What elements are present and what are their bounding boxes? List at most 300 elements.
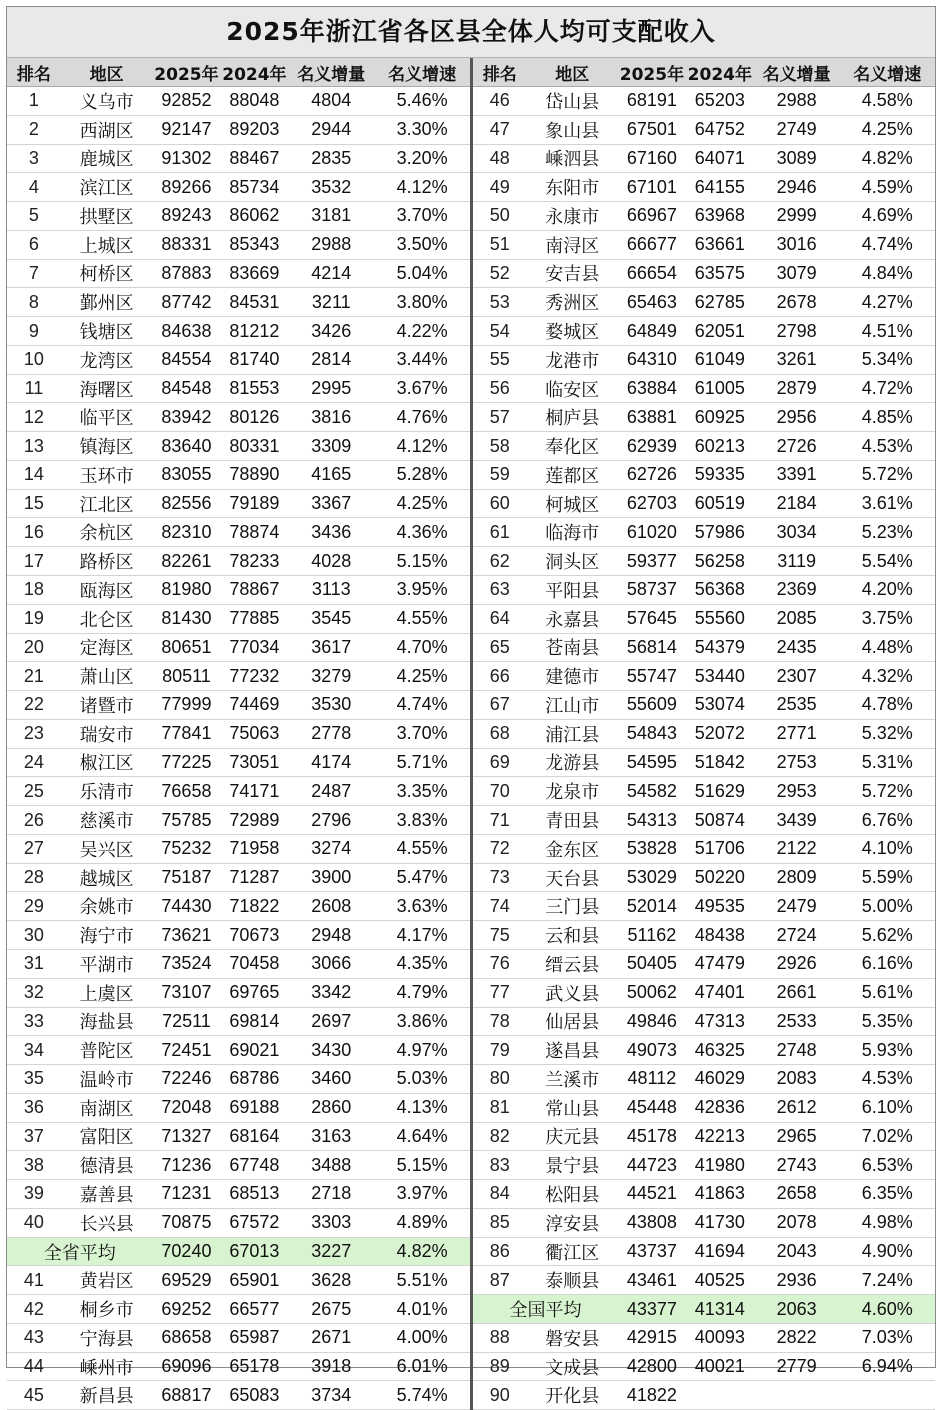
region-cell: 上城区 [61, 230, 153, 259]
income-2025-cell: 72246 [152, 1065, 220, 1094]
table-row [473, 259, 935, 288]
rank-cell: 86 [473, 1237, 527, 1266]
rate-cell: 5.32% [839, 719, 935, 748]
income-2025-cell: 82556 [152, 489, 220, 518]
income-2025-cell: 70240 [152, 1237, 220, 1266]
rank-cell: 33 [7, 1007, 61, 1036]
region-cell: 仙居县 [527, 1007, 618, 1036]
rank-cell: 34 [7, 1036, 61, 1065]
income-2025-cell: 51162 [618, 921, 686, 950]
rank-cell: 37 [7, 1122, 61, 1151]
income-2025-cell: 59377 [618, 547, 686, 576]
income-2024-cell: 69021 [220, 1036, 288, 1065]
header-2024: 2024年 [220, 58, 288, 87]
income-2024-cell: 83669 [220, 259, 288, 288]
increase-cell: 3342 [288, 978, 374, 1007]
region-cell: 西湖区 [61, 115, 153, 144]
income-2025-cell: 56814 [618, 633, 686, 662]
region-cell: 余杭区 [61, 518, 153, 547]
increase-cell: 2771 [754, 719, 840, 748]
table-row [473, 547, 935, 576]
average-label-cell: 全国平均 [473, 1295, 618, 1324]
increase-cell: 2533 [754, 1007, 840, 1036]
region-cell: 平湖市 [61, 949, 153, 978]
region-cell: 莲都区 [527, 460, 618, 489]
income-2025-cell: 49846 [618, 1007, 686, 1036]
table-row [7, 374, 470, 403]
increase-cell: 2743 [754, 1151, 840, 1180]
table-row [7, 1208, 470, 1237]
rate-cell: 3.50% [374, 230, 470, 259]
region-cell: 德清县 [61, 1151, 153, 1180]
income-2025-cell: 68191 [618, 87, 686, 116]
table-row [473, 345, 935, 374]
income-2024-cell: 46325 [686, 1036, 754, 1065]
increase-cell: 3545 [288, 604, 374, 633]
header-region: 地区 [527, 58, 618, 87]
rate-cell: 4.98% [839, 1208, 935, 1237]
rate-cell: 3.83% [374, 806, 470, 835]
region-cell: 义乌市 [61, 87, 153, 116]
rate-cell: 4.00% [374, 1323, 470, 1352]
rate-cell: 3.80% [374, 288, 470, 317]
rank-cell: 46 [473, 87, 527, 116]
table-row [473, 1237, 935, 1266]
table-row [7, 662, 470, 691]
rate-cell: 5.74% [374, 1381, 470, 1410]
rank-cell: 85 [473, 1208, 527, 1237]
income-2025-cell: 70875 [152, 1208, 220, 1237]
income-2024-cell: 56368 [686, 576, 754, 605]
increase-cell: 3274 [288, 834, 374, 863]
income-2024-cell: 57986 [686, 518, 754, 547]
income-2025-cell: 64310 [618, 345, 686, 374]
table-row [7, 777, 470, 806]
income-2024-cell: 41314 [686, 1295, 754, 1324]
rank-cell: 13 [7, 432, 61, 461]
region-cell: 金东区 [527, 834, 618, 863]
rank-cell: 2 [7, 115, 61, 144]
table-row [473, 518, 935, 547]
increase-cell: 2085 [754, 604, 840, 633]
rank-cell: 49 [473, 173, 527, 202]
income-2024-cell: 81740 [220, 345, 288, 374]
income-2024-cell [686, 1381, 754, 1410]
rate-cell: 5.59% [839, 863, 935, 892]
income-2025-cell: 87742 [152, 288, 220, 317]
income-2024-cell: 61049 [686, 345, 754, 374]
table-row [473, 1007, 935, 1036]
rate-cell: 5.03% [374, 1065, 470, 1094]
income-2025-cell: 54582 [618, 777, 686, 806]
rank-cell: 23 [7, 719, 61, 748]
header-2025: 2025年 [618, 58, 686, 87]
region-cell: 淳安县 [527, 1208, 618, 1237]
rank-cell: 36 [7, 1093, 61, 1122]
region-cell: 新昌县 [61, 1381, 153, 1410]
table-row [7, 748, 470, 777]
rank-cell: 39 [7, 1180, 61, 1209]
income-2024-cell: 64752 [686, 115, 754, 144]
income-2025-cell: 77841 [152, 719, 220, 748]
increase-cell: 2814 [288, 345, 374, 374]
rate-cell: 4.85% [839, 403, 935, 432]
left-table-panel [7, 58, 473, 1410]
income-2024-cell: 71958 [220, 834, 288, 863]
table-row [7, 403, 470, 432]
region-cell: 嵊泗县 [527, 144, 618, 173]
rate-cell: 4.55% [374, 604, 470, 633]
income-2024-cell: 68786 [220, 1065, 288, 1094]
income-2024-cell: 85343 [220, 230, 288, 259]
increase-cell: 3089 [754, 144, 840, 173]
rate-cell: 5.00% [839, 892, 935, 921]
region-cell: 景宁县 [527, 1151, 618, 1180]
rate-cell: 5.54% [839, 547, 935, 576]
rank-cell: 3 [7, 144, 61, 173]
increase-cell: 3079 [754, 259, 840, 288]
table-row [7, 633, 470, 662]
rate-cell: 3.44% [374, 345, 470, 374]
rate-cell: 6.53% [839, 1151, 935, 1180]
income-2024-cell: 62785 [686, 288, 754, 317]
rate-cell: 3.86% [374, 1007, 470, 1036]
table-row [7, 115, 470, 144]
rank-cell: 67 [473, 691, 527, 720]
left-header-row [7, 58, 470, 87]
income-2025-cell: 72511 [152, 1007, 220, 1036]
income-2025-cell: 68658 [152, 1323, 220, 1352]
increase-cell: 2779 [754, 1352, 840, 1381]
income-2024-cell: 42213 [686, 1122, 754, 1151]
increase-cell: 3532 [288, 173, 374, 202]
increase-cell: 2658 [754, 1180, 840, 1209]
header-region: 地区 [61, 58, 153, 87]
region-cell: 镇海区 [61, 432, 153, 461]
region-cell: 临安区 [527, 374, 618, 403]
income-2025-cell: 80511 [152, 662, 220, 691]
increase-cell: 2995 [288, 374, 374, 403]
rate-cell: 3.97% [374, 1180, 470, 1209]
region-cell: 云和县 [527, 921, 618, 950]
rank-cell: 76 [473, 949, 527, 978]
income-2024-cell: 88467 [220, 144, 288, 173]
income-2024-cell: 51629 [686, 777, 754, 806]
increase-cell: 2948 [288, 921, 374, 950]
increase-cell: 3113 [288, 576, 374, 605]
increase-cell: 3261 [754, 345, 840, 374]
income-2025-cell: 69252 [152, 1295, 220, 1324]
income-2024-cell: 48438 [686, 921, 754, 950]
income-2025-cell: 82310 [152, 518, 220, 547]
increase-cell: 3211 [288, 288, 374, 317]
rank-cell: 70 [473, 777, 527, 806]
table-row [7, 1122, 470, 1151]
table-row [473, 460, 935, 489]
rate-cell: 3.35% [374, 777, 470, 806]
rate-cell: 5.47% [374, 863, 470, 892]
income-2024-cell: 65083 [220, 1381, 288, 1410]
region-cell: 富阳区 [61, 1122, 153, 1151]
income-2024-cell: 85734 [220, 173, 288, 202]
rate-cell: 4.22% [374, 317, 470, 346]
income-2025-cell: 66677 [618, 230, 686, 259]
table-row [473, 1065, 935, 1094]
increase-cell: 3734 [288, 1381, 374, 1410]
income-2024-cell: 51842 [686, 748, 754, 777]
rate-cell: 4.27% [839, 288, 935, 317]
table-row [7, 518, 470, 547]
income-2024-cell: 64071 [686, 144, 754, 173]
income-2025-cell: 42800 [618, 1352, 686, 1381]
region-cell: 龙泉市 [527, 777, 618, 806]
income-2024-cell: 69188 [220, 1093, 288, 1122]
income-2024-cell: 40525 [686, 1266, 754, 1295]
rank-cell: 90 [473, 1381, 527, 1410]
increase-cell: 3303 [288, 1208, 374, 1237]
income-2025-cell: 77999 [152, 691, 220, 720]
income-2024-cell: 60925 [686, 403, 754, 432]
rate-cell: 5.72% [839, 460, 935, 489]
increase-cell: 2726 [754, 432, 840, 461]
rate-cell: 4.10% [839, 834, 935, 863]
table-row [473, 144, 935, 173]
table-row [473, 863, 935, 892]
income-2025-cell: 83942 [152, 403, 220, 432]
region-cell: 玉环市 [61, 460, 153, 489]
rate-cell: 4.01% [374, 1295, 470, 1324]
income-2024-cell: 78874 [220, 518, 288, 547]
increase-cell: 3488 [288, 1151, 374, 1180]
header-increase: 名义增量 [288, 58, 374, 87]
income-2025-cell: 92147 [152, 115, 220, 144]
rank-cell: 29 [7, 892, 61, 921]
table-row [7, 1323, 470, 1352]
increase-cell: 2748 [754, 1036, 840, 1065]
income-2024-cell: 52072 [686, 719, 754, 748]
region-cell: 定海区 [61, 633, 153, 662]
table-row [473, 1266, 935, 1295]
rate-cell: 3.61% [839, 489, 935, 518]
region-cell: 开化县 [527, 1381, 618, 1410]
table-row [7, 87, 470, 116]
rank-cell: 68 [473, 719, 527, 748]
income-2024-cell: 71287 [220, 863, 288, 892]
increase-cell: 2608 [288, 892, 374, 921]
rate-cell: 3.30% [374, 115, 470, 144]
income-2025-cell: 43737 [618, 1237, 686, 1266]
income-2024-cell: 65987 [220, 1323, 288, 1352]
increase-cell: 2798 [754, 317, 840, 346]
table-row [7, 1093, 470, 1122]
left-table [7, 58, 470, 1410]
rate-cell: 4.20% [839, 576, 935, 605]
region-cell: 吴兴区 [61, 834, 153, 863]
rank-cell: 71 [473, 806, 527, 835]
table-row [7, 547, 470, 576]
increase-cell: 2612 [754, 1093, 840, 1122]
increase-cell: 3227 [288, 1237, 374, 1266]
increase-cell: 2078 [754, 1208, 840, 1237]
increase-cell: 2953 [754, 777, 840, 806]
rate-cell: 4.76% [374, 403, 470, 432]
rate-cell: 3.63% [374, 892, 470, 921]
header-increase: 名义增量 [754, 58, 840, 87]
page-title: 2025年浙江省各区县全体人均可支配收入 [7, 7, 935, 58]
table-row [473, 288, 935, 317]
income-2024-cell: 78890 [220, 460, 288, 489]
rank-cell: 25 [7, 777, 61, 806]
rank-cell: 31 [7, 949, 61, 978]
income-2025-cell: 58737 [618, 576, 686, 605]
rank-cell: 28 [7, 863, 61, 892]
rank-cell: 77 [473, 978, 527, 1007]
income-2025-cell: 72048 [152, 1093, 220, 1122]
income-2024-cell: 80126 [220, 403, 288, 432]
region-cell: 浦江县 [527, 719, 618, 748]
rank-cell: 60 [473, 489, 527, 518]
region-cell: 常山县 [527, 1093, 618, 1122]
table-row [473, 633, 935, 662]
rate-cell: 5.15% [374, 1151, 470, 1180]
rank-cell: 38 [7, 1151, 61, 1180]
increase-cell: 2369 [754, 576, 840, 605]
table-row [7, 1352, 470, 1381]
income-2024-cell: 63968 [686, 202, 754, 231]
income-2024-cell: 77885 [220, 604, 288, 633]
income-2025-cell: 41822 [618, 1381, 686, 1410]
increase-cell: 2479 [754, 892, 840, 921]
region-cell: 滨江区 [61, 173, 153, 202]
rank-cell: 72 [473, 834, 527, 863]
rank-cell: 87 [473, 1266, 527, 1295]
region-cell: 江北区 [61, 489, 153, 518]
rank-cell: 41 [7, 1266, 61, 1295]
income-2024-cell: 72989 [220, 806, 288, 835]
rate-cell: 4.36% [374, 518, 470, 547]
income-2024-cell: 63575 [686, 259, 754, 288]
left-table-body [7, 87, 470, 1410]
increase-cell: 3163 [288, 1122, 374, 1151]
rate-cell: 5.72% [839, 777, 935, 806]
increase-cell: 3309 [288, 432, 374, 461]
rate-cell: 5.04% [374, 259, 470, 288]
rate-cell: 4.82% [374, 1237, 470, 1266]
region-cell: 宁海县 [61, 1323, 153, 1352]
rate-cell: 6.94% [839, 1352, 935, 1381]
rate-cell: 5.28% [374, 460, 470, 489]
table-row [7, 317, 470, 346]
increase-cell: 2724 [754, 921, 840, 950]
region-cell: 缙云县 [527, 949, 618, 978]
increase-cell: 2956 [754, 403, 840, 432]
income-2025-cell: 52014 [618, 892, 686, 921]
table-row [7, 1036, 470, 1065]
rate-cell: 4.48% [839, 633, 935, 662]
table-row [473, 202, 935, 231]
increase-cell: 3617 [288, 633, 374, 662]
increase-cell: 2083 [754, 1065, 840, 1094]
rate-cell: 3.95% [374, 576, 470, 605]
increase-cell: 2988 [288, 230, 374, 259]
region-cell: 洞头区 [527, 547, 618, 576]
average-label-cell: 全省平均 [7, 1237, 152, 1266]
income-2025-cell: 84548 [152, 374, 220, 403]
region-cell: 拱墅区 [61, 202, 153, 231]
table-row [473, 403, 935, 432]
income-2024-cell: 41730 [686, 1208, 754, 1237]
rate-cell: 6.35% [839, 1180, 935, 1209]
increase-cell: 2718 [288, 1180, 374, 1209]
table-row [7, 432, 470, 461]
rank-cell: 65 [473, 633, 527, 662]
rate-cell: 5.31% [839, 748, 935, 777]
region-cell: 苍南县 [527, 633, 618, 662]
region-cell: 温岭市 [61, 1065, 153, 1094]
income-2024-cell: 41980 [686, 1151, 754, 1180]
income-2024-cell: 77034 [220, 633, 288, 662]
income-2024-cell: 41863 [686, 1180, 754, 1209]
income-2024-cell: 74469 [220, 691, 288, 720]
rate-cell: 7.03% [839, 1323, 935, 1352]
table-row [473, 173, 935, 202]
income-2025-cell: 77225 [152, 748, 220, 777]
income-2025-cell: 57645 [618, 604, 686, 633]
income-2024-cell: 78233 [220, 547, 288, 576]
rank-cell: 40 [7, 1208, 61, 1237]
table-row [473, 1352, 935, 1381]
region-cell: 江山市 [527, 691, 618, 720]
income-2024-cell: 50874 [686, 806, 754, 835]
rate-cell: 6.76% [839, 806, 935, 835]
rate-cell: 4.25% [374, 489, 470, 518]
region-cell: 海盐县 [61, 1007, 153, 1036]
rank-cell: 52 [473, 259, 527, 288]
income-2025-cell: 71231 [152, 1180, 220, 1209]
rate-cell: 5.71% [374, 748, 470, 777]
rate-cell: 5.51% [374, 1266, 470, 1295]
increase-cell: 2936 [754, 1266, 840, 1295]
income-2025-cell: 49073 [618, 1036, 686, 1065]
rank-cell: 44 [7, 1352, 61, 1381]
income-2024-cell: 81212 [220, 317, 288, 346]
income-2025-cell: 74430 [152, 892, 220, 921]
increase-cell: 3460 [288, 1065, 374, 1094]
increase-cell: 3367 [288, 489, 374, 518]
region-cell: 钱塘区 [61, 317, 153, 346]
income-2025-cell: 43461 [618, 1266, 686, 1295]
rate-cell: 4.64% [374, 1122, 470, 1151]
increase-cell: 2926 [754, 949, 840, 978]
income-2024-cell: 78867 [220, 576, 288, 605]
increase-cell: 3391 [754, 460, 840, 489]
rank-cell: 4 [7, 173, 61, 202]
rank-cell: 32 [7, 978, 61, 1007]
increase-cell: 4804 [288, 87, 374, 116]
income-2024-cell: 77232 [220, 662, 288, 691]
table-row [473, 1093, 935, 1122]
table-row [473, 1323, 935, 1352]
increase-cell: 2043 [754, 1237, 840, 1266]
income-2024-cell: 60519 [686, 489, 754, 518]
income-2024-cell: 81553 [220, 374, 288, 403]
rate-cell: 3.20% [374, 144, 470, 173]
income-2024-cell: 53074 [686, 691, 754, 720]
average-row [7, 1237, 470, 1266]
region-cell: 普陀区 [61, 1036, 153, 1065]
income-2025-cell: 61020 [618, 518, 686, 547]
income-2025-cell: 63884 [618, 374, 686, 403]
